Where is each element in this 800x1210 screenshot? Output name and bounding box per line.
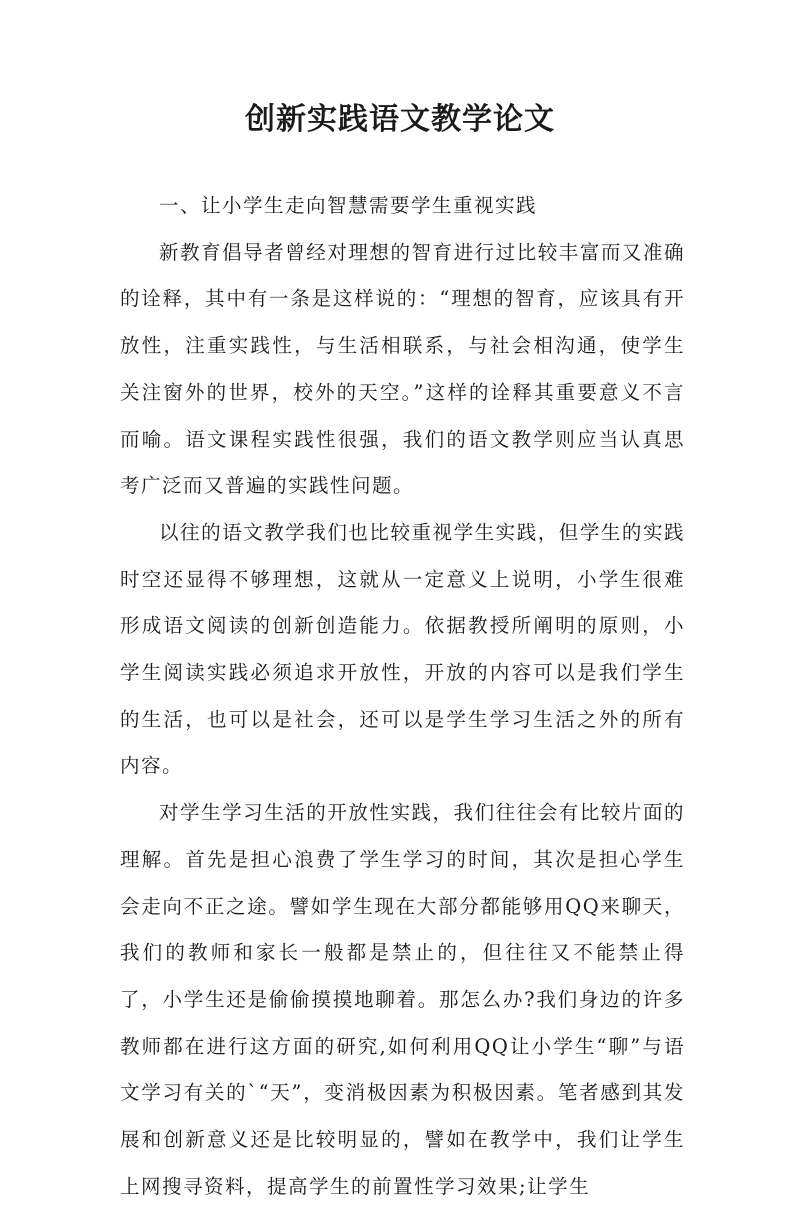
document-title: 创新实践语文教学论文 (245, 102, 555, 137)
paragraph: 新教育倡导者曾经对理想的智育进行过比较丰富而又准确的诠释，其中有一条是这样说的：“理想的智育，应该具有开放性，注重实践性，与生活相联系，与社会相沟通，使学生关注窗外的世界，校外的天空。”这样的诠释其重要意义不言而喻。语文课程实践性很强，我们的语文教学则应当认真思考广泛而又普遍的实践性问题。 (120, 240, 685, 498)
paragraph: 对学生学习生活的开放性实践，我们往往会有比较片面的理解。首先是担心浪费了学生学习的时间，其次是担心学生会走向不正之途。譬如学生现在大部分都能够用QQ来聊天，我们的教师和家长一般都是禁止的，但往往又不能禁止得了，小学生还是偷偷摸摸地聊着。那怎么办?我们身边的许多教师都在进行这方面的研究,如何利用QQ让小学生“聊”与语文学习有关的`“天”，变消极因素为积极因素。笔者感到其发展和创新意义还是比较明显的，譬如在教学中，我们让学生上网搜寻资料，提高学生的前置性学习效果;让学生 (120, 801, 685, 1198)
document-body (120, 183, 685, 1210)
section-heading: 一、让小学生走向智慧需要学生重视实践 (159, 194, 538, 217)
paragraph: 以往的语文教学我们也比较重视学生实践，但学生的实践时空还显得不够理想，这就从一定意义上说明，小学生很难形成语文阅读的创新创造能力。依据教授所阐明的原则，小学生阅读实践必须追求开放性，开放的内容可以是我们学生的生活，也可以是社会，还可以是学生学习生活之外的所有内容。 (120, 520, 685, 778)
